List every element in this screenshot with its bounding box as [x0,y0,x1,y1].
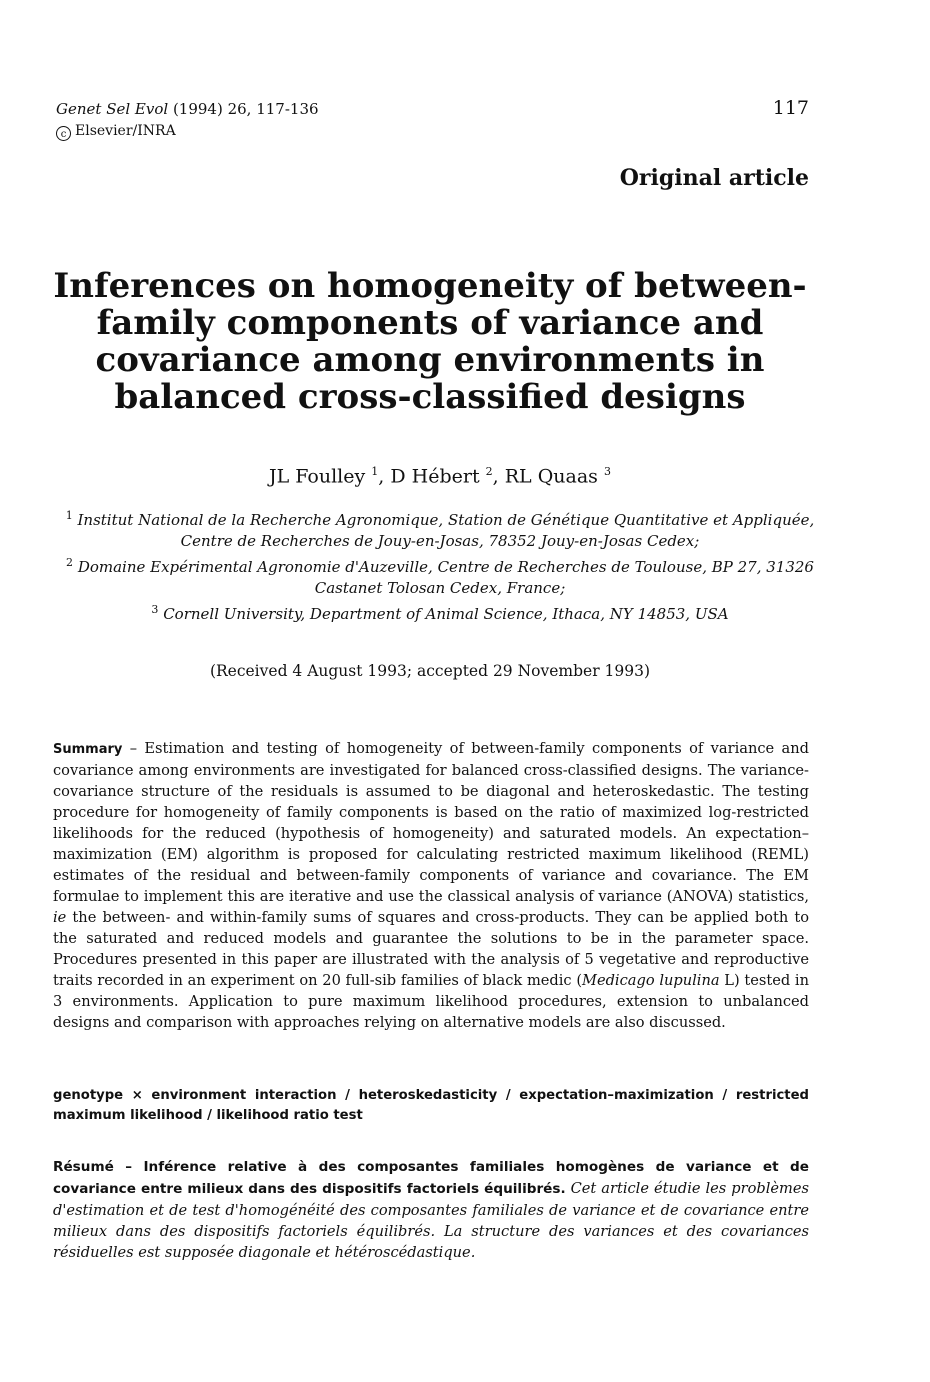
species-name: Medicago lupulina [582,972,720,989]
affiliation-text: Cornell University, Department of Animal Science, Ithaca, NY 14853, USA [163,605,729,623]
summary-label: Summary [53,742,123,757]
article-title: Inferences on homogeneity of between-family components of variance and covariance among environments in balanced cross-classified designs [53,266,807,417]
journal-name: Genet Sel Evol [56,100,169,118]
affiliation-mark: 2 [66,556,74,569]
affiliation-item [40,552,840,599]
affiliation-item [40,599,840,625]
summary-text: the between- and within-family sums of squares and cross-products. They can be applied both to the saturated and reduced models and guarantee the solutions to be in the parameter space. Procedures presented in this paper are illustrated with the analysis of 5 vegetative and reproductive traits recorded in an experiment on 20 full-sib families of black medic ( [53,909,809,989]
affiliation-mark: 3 [151,603,159,616]
received-dates: (Received 4 August 1993; accepted 29 November 1993) [209,662,651,680]
summary-dash: – [122,740,145,757]
author-affiliation-mark: 2 [485,465,493,478]
author-name: RL Quaas [504,465,598,488]
author-affiliation-mark: 3 [603,465,611,478]
summary-paragraph [53,738,809,1033]
journal-volume-pages: (1994) 26, 117-136 [172,100,319,118]
resume-text: Cet article étudie les problèmes d'estimation et de test d'homogénéité des composantes familiales de variance et de covariance entre milieux dans des dispositifs factoriels équilibrés. La structure des variances et des covariances résiduelles est supposée diagonale et hétéroscédastique. [53,1180,809,1261]
copyright-line [56,121,176,141]
affiliation-item [40,505,840,552]
journal-citation [56,99,319,119]
resume-paragraph [53,1156,809,1263]
resume-heading: Résumé – Inférence relative à des composantes familiales homogènes de variance et de covariance entre milieux dans des dispositifs factoriels équilibrés. [53,1159,809,1197]
page-number: 117 [772,97,809,119]
summary-abbrev: ie [53,909,67,926]
affiliation-text: Domaine Expérimental Agronomie d'Auzeville, Centre de Recherches de Toulouse, BP 27, 31326 Castanet Tolosan Cedex, France; [77,558,814,597]
copyright-holder: Elsevier/INRA [75,123,176,139]
author-affiliation-mark: 1 [371,465,379,478]
summary-text: Estimation and testing of homogeneity of between-family components of variance and covariance among environments are investigated for balanced cross-classified designs. The variance-covariance structure of the residuals is assumed to be diagonal and heteroskedastic. The testing procedure for homogeneity of family components is based on the ratio of maximized log-restricted likelihoods for the reduced (hypothesis of homogeneity) and saturated models. An expectation–maximization (EM) algorithm is proposed for calculating restricted maximum likelihood (REML) estimates of the residual and between-family components of variance and covariance. The EM formulae to implement this are iterative and use the classical analysis of variance (ANOVA) statistics, [53,740,809,905]
summary-text: L) tested in 3 environments. Application to pure maximum likelihood procedures, extension to unbalanced designs and comparison with approaches relying on alternative models are also discussed. [53,972,809,1031]
author-name: JL Foulley [269,465,366,488]
author-list: JL Foulley $^1$, D Hébert $^2$, RL Quaas $^3$ [269,465,611,488]
keywords: genotype × environment interaction / heteroskedasticity / expectation–maximization / restricted maximum likelihood / likelihood ratio test [53,1088,809,1123]
affiliation-list [40,505,840,625]
article-type: Original article [619,165,809,191]
affiliation-text: Institut National de la Recherche Agronomique, Station de Génétique Quantitative et Appliquée, Centre de Recherches de Jouy-en-Josas, 78352 Jouy-en-Josas Cedex; [77,511,815,550]
affiliation-mark: 1 [65,509,73,522]
copyright-icon: c [56,126,71,141]
author-name: D Hébert [390,465,480,488]
